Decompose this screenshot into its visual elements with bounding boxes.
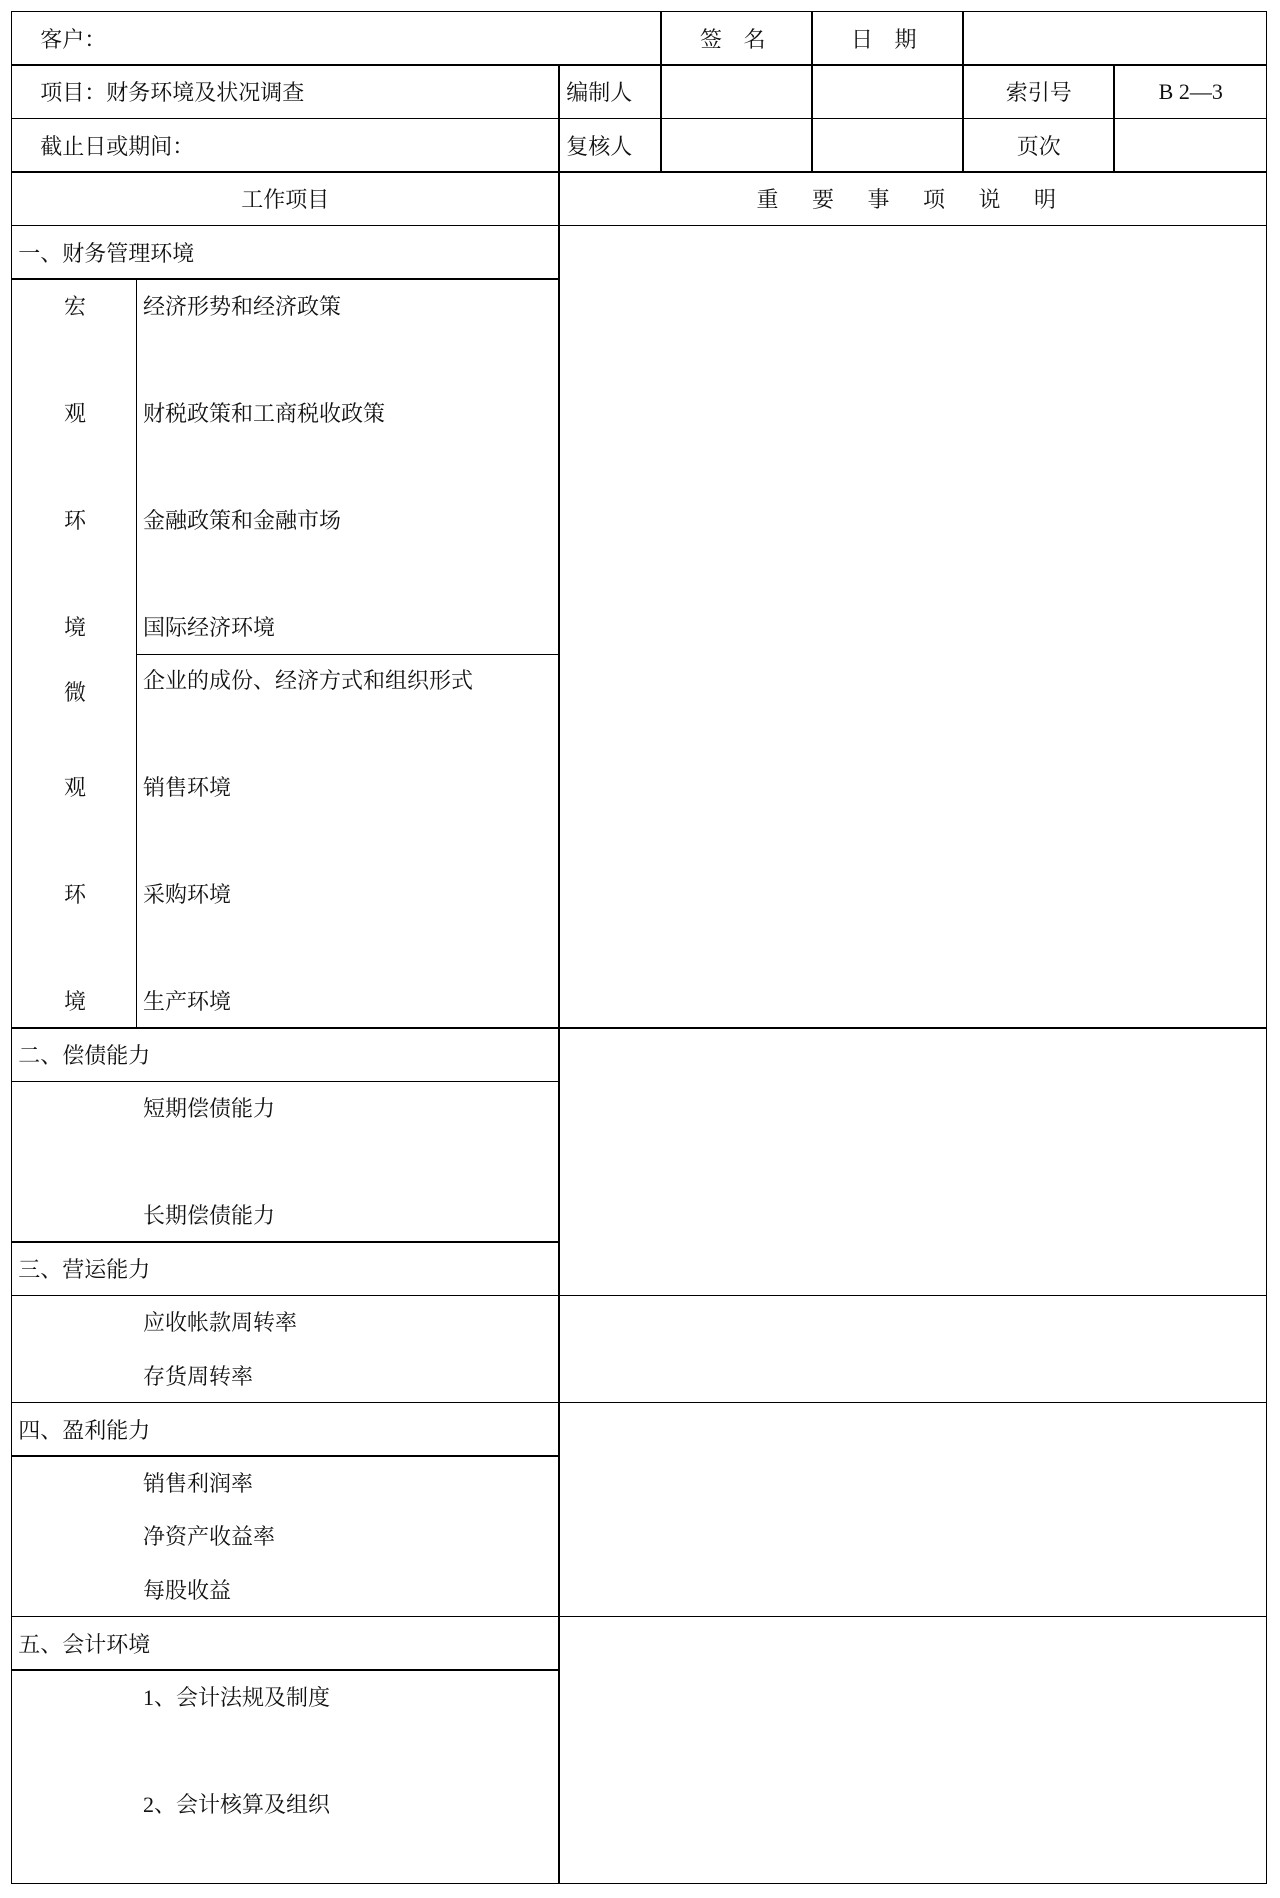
group-label-char: 境 bbox=[64, 989, 87, 1014]
sign-label: 签 名 bbox=[699, 26, 774, 52]
group-label-char: 环 bbox=[64, 507, 87, 533]
work-item: 销售利润率 bbox=[143, 1470, 254, 1496]
reviewer-cell bbox=[559, 118, 661, 172]
section-title: 三、营运能力 bbox=[18, 1257, 151, 1283]
preparer-cell bbox=[559, 65, 661, 119]
client-field[interactable] bbox=[11, 11, 661, 65]
section-body bbox=[11, 1456, 559, 1617]
group-label-char: 观 bbox=[64, 400, 87, 426]
work-item: 国际经济环境 bbox=[143, 614, 276, 640]
sign-header bbox=[661, 11, 812, 65]
section-title: 五、会计环境 bbox=[18, 1631, 151, 1657]
work-item: 应收帐款周转率 bbox=[143, 1310, 298, 1335]
work-item: 2、会计核算及组织 bbox=[143, 1791, 331, 1817]
notes-header bbox=[559, 172, 1267, 226]
work-item: 企业的成份、经济方式和组织形式 bbox=[143, 668, 474, 693]
client-label: 客户： bbox=[40, 26, 107, 52]
preparer-label: 编制人 bbox=[566, 80, 633, 106]
group-label-char: 观 bbox=[64, 775, 87, 800]
section-body bbox=[11, 1081, 559, 1242]
reviewer-date-field[interactable] bbox=[812, 118, 963, 172]
notes-field-operations[interactable] bbox=[559, 1295, 1267, 1403]
project-cell bbox=[11, 65, 559, 119]
section-title-cell bbox=[11, 1402, 559, 1456]
work-item: 采购环境 bbox=[143, 882, 232, 907]
page-cell bbox=[963, 118, 1114, 172]
work-item: 长期偿债能力 bbox=[143, 1203, 276, 1228]
page-value-field[interactable] bbox=[1114, 118, 1267, 172]
index-value: B 2—3 bbox=[1158, 78, 1223, 104]
work-item: 1、会计法规及制度 bbox=[143, 1684, 331, 1710]
group-label-char: 微 bbox=[64, 680, 87, 705]
notes-field-section-5[interactable] bbox=[559, 1616, 1267, 1884]
section-title: 一、财务管理环境 bbox=[18, 240, 195, 266]
section-title-cell bbox=[11, 1028, 559, 1082]
index-value-cell bbox=[1114, 65, 1267, 119]
date-header bbox=[812, 11, 963, 65]
section-title-cell bbox=[11, 1616, 559, 1670]
reviewer-sign-field[interactable] bbox=[661, 118, 812, 172]
page-label: 页次 bbox=[1016, 133, 1061, 159]
work-item: 经济形势和经济政策 bbox=[143, 293, 342, 319]
notes-field-section-2-3[interactable] bbox=[559, 1028, 1267, 1296]
section-title: 二、偿债能力 bbox=[18, 1043, 151, 1069]
work-item: 净资产收益率 bbox=[143, 1524, 276, 1549]
section-title: 四、盈利能力 bbox=[18, 1417, 151, 1443]
notes-label: 重 要 事 项 说 明 bbox=[756, 187, 1070, 213]
date-label: 日 期 bbox=[850, 26, 925, 52]
project-label: 项目：财务环境及状况调查 bbox=[40, 80, 305, 106]
work-item: 短期偿债能力 bbox=[143, 1096, 276, 1121]
work-items-label: 工作项目 bbox=[241, 187, 330, 213]
work-item: 生产环境 bbox=[143, 989, 232, 1014]
header-blank-cell[interactable] bbox=[963, 11, 1267, 65]
work-item: 财税政策和工商税收政策 bbox=[143, 400, 386, 426]
work-item: 存货周转率 bbox=[143, 1363, 254, 1389]
group-label-char: 宏 bbox=[64, 293, 87, 319]
index-label: 索引号 bbox=[1005, 80, 1072, 106]
period-label: 截止日或期间： bbox=[40, 133, 195, 159]
work-item: 销售环境 bbox=[143, 775, 232, 800]
work-items-header bbox=[11, 172, 559, 226]
work-item: 金融政策和金融市场 bbox=[143, 507, 342, 533]
notes-field-section-4[interactable] bbox=[559, 1402, 1267, 1617]
index-cell bbox=[963, 65, 1114, 119]
work-item: 每股收益 bbox=[143, 1577, 232, 1603]
preparer-sign-field[interactable] bbox=[661, 65, 812, 119]
group-label-char: 境 bbox=[64, 614, 87, 640]
preparer-date-field[interactable] bbox=[812, 65, 963, 119]
reviewer-label: 复核人 bbox=[566, 133, 633, 159]
group-label-char: 环 bbox=[64, 882, 87, 907]
notes-field-section-1[interactable] bbox=[559, 225, 1267, 1028]
section-title-cell bbox=[11, 225, 559, 279]
section-title-cell bbox=[11, 1242, 559, 1296]
period-cell bbox=[11, 118, 559, 172]
